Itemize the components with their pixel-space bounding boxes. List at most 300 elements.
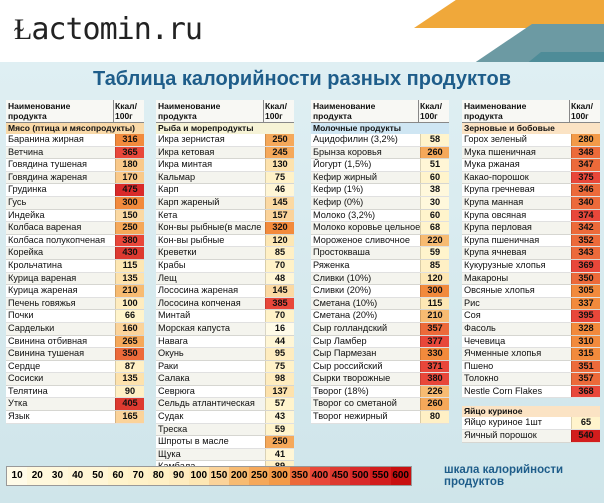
product-name: Сыр голландский <box>313 322 388 333</box>
product-name: Щука <box>158 448 181 459</box>
product-kcal: 342 <box>571 222 600 234</box>
product-kcal: 95 <box>265 348 294 360</box>
product-name: Какао-порошок <box>464 171 529 182</box>
product-kcal: 59 <box>265 424 294 436</box>
table-row <box>6 373 144 386</box>
product-name: Молоко (3,2%) <box>313 209 376 220</box>
product-kcal: 374 <box>571 210 600 222</box>
product-name: Говядина жареная <box>8 171 88 182</box>
category-heading: Молочные продукты <box>311 123 449 134</box>
product-kcal: 48 <box>265 273 294 285</box>
product-name: Крупа гречневая <box>464 184 535 195</box>
scale-cell: 20 <box>27 467 47 485</box>
product-name: Крабы <box>158 259 186 270</box>
table-row <box>156 285 294 298</box>
product-name: Окунь <box>158 348 184 359</box>
product-kcal: 58 <box>420 134 449 146</box>
product-kcal: 357 <box>420 323 449 335</box>
table-row <box>311 373 449 386</box>
product-kcal: 165 <box>115 411 144 423</box>
product-kcal: 145 <box>265 197 294 209</box>
product-name: Рис <box>464 297 480 308</box>
product-name: Крупа ячневая <box>464 247 527 258</box>
product-name: Сардельки <box>8 322 55 333</box>
product-name: Сыр российский <box>313 360 383 371</box>
table-row <box>156 222 294 235</box>
product-name: Карп <box>158 184 179 195</box>
calorie-column-1 <box>6 100 144 424</box>
scale-cell: 600 <box>391 467 411 485</box>
product-kcal: 170 <box>115 172 144 184</box>
product-name: Гусь <box>8 196 27 207</box>
table-row <box>156 424 294 437</box>
product-name: Треска <box>158 423 188 434</box>
product-name: Крупа пшеничная <box>464 234 540 245</box>
product-kcal: 305 <box>571 285 600 297</box>
table-row <box>6 210 144 223</box>
product-kcal: 43 <box>265 411 294 423</box>
table-row <box>311 361 449 374</box>
product-name: Икра зернистая <box>158 134 225 144</box>
product-name: Горох зеленый <box>464 134 527 144</box>
table-row <box>462 298 600 311</box>
table-row <box>311 147 449 160</box>
column-header-name: Наименование продукта <box>313 101 376 121</box>
product-kcal: 87 <box>115 361 144 373</box>
product-name: Лещ <box>158 272 177 283</box>
product-kcal: 68 <box>420 222 449 234</box>
table-row <box>6 348 144 361</box>
product-name: Минтай <box>158 310 191 321</box>
product-kcal: 51 <box>420 159 449 171</box>
scale-cell: 250 <box>249 467 269 485</box>
table-row <box>311 210 449 223</box>
product-kcal: 30 <box>420 197 449 209</box>
calorie-poster <box>0 62 604 503</box>
product-kcal: 337 <box>571 298 600 310</box>
calorie-column-4 <box>462 100 600 443</box>
table-row <box>311 273 449 286</box>
table-row <box>462 373 600 386</box>
product-name: Крупа овсяная <box>464 209 527 220</box>
product-name: Соя <box>464 310 481 321</box>
product-kcal: 120 <box>265 235 294 247</box>
product-name: Навага <box>158 335 188 346</box>
table-row <box>156 210 294 223</box>
product-name: Креветки <box>158 247 197 258</box>
table-row <box>6 310 144 323</box>
product-name: Мука ржаная <box>464 159 520 170</box>
product-name: Телятина <box>8 385 48 396</box>
table-row <box>6 260 144 273</box>
product-name: Сливки (20%) <box>313 285 372 296</box>
product-name: Сердце <box>8 360 41 371</box>
poster-title: Таблица калорийности разных продуктов <box>92 68 512 90</box>
product-kcal: 343 <box>571 247 600 259</box>
table-row <box>156 247 294 260</box>
product-kcal: 300 <box>420 285 449 297</box>
product-kcal: 120 <box>420 273 449 285</box>
calorie-scale-label: шкала калорийности продуктов <box>444 464 564 488</box>
product-kcal: 70 <box>265 260 294 272</box>
table-row <box>311 134 449 147</box>
product-kcal: 475 <box>115 184 144 196</box>
table-row <box>156 310 294 323</box>
column-header <box>311 100 449 123</box>
product-kcal: 385 <box>265 298 294 310</box>
product-name: Печень говяжья <box>8 297 76 308</box>
product-kcal: 369 <box>571 260 600 272</box>
product-kcal: 38 <box>420 184 449 196</box>
product-kcal: 85 <box>265 247 294 259</box>
table-row <box>156 159 294 172</box>
product-kcal: 250 <box>265 134 294 146</box>
product-kcal: 245 <box>265 147 294 159</box>
table-row <box>462 417 600 430</box>
product-kcal: 180 <box>115 159 144 171</box>
calorie-column-2 <box>156 100 294 474</box>
product-kcal: 75 <box>265 361 294 373</box>
product-name: Сметана (20%) <box>313 310 378 321</box>
product-name: Пшено <box>464 360 494 371</box>
column-header-name: Наименование продукта <box>464 101 527 121</box>
product-kcal: 16 <box>265 323 294 335</box>
table-row <box>6 172 144 185</box>
product-kcal: 65 <box>571 417 600 429</box>
product-kcal: 350 <box>115 348 144 360</box>
product-kcal: 46 <box>265 184 294 196</box>
product-kcal: 220 <box>420 235 449 247</box>
product-kcal: 365 <box>115 147 144 159</box>
product-kcal: 300 <box>115 197 144 209</box>
table-row <box>311 235 449 248</box>
product-kcal: 316 <box>115 134 144 146</box>
product-kcal: 115 <box>115 260 144 272</box>
product-name: Брынза коровья <box>313 146 382 157</box>
table-row <box>311 323 449 336</box>
table-row <box>311 247 449 260</box>
table-row <box>156 260 294 273</box>
table-row <box>156 184 294 197</box>
product-name: Колбаса полукопченая <box>8 234 106 245</box>
product-name: Nestle Corn Flakes <box>464 385 543 396</box>
product-kcal: 100 <box>115 298 144 310</box>
scale-cell: 90 <box>169 467 189 485</box>
product-name: Курица жареная <box>8 285 78 296</box>
product-name: Утка <box>8 398 28 409</box>
product-kcal: 57 <box>265 398 294 410</box>
scale-cell: 80 <box>148 467 168 485</box>
table-row <box>6 184 144 197</box>
table-row <box>6 247 144 260</box>
table-row <box>311 348 449 361</box>
scale-cell: 300 <box>269 467 289 485</box>
product-name: Ячменные хлопья <box>464 348 542 359</box>
table-row <box>6 235 144 248</box>
product-kcal: 351 <box>571 361 600 373</box>
table-row <box>462 197 600 210</box>
product-kcal: 371 <box>420 361 449 373</box>
product-name: Сельдь атлантическая <box>158 398 255 409</box>
table-row <box>6 323 144 336</box>
table-row <box>311 411 449 424</box>
table-row <box>156 273 294 286</box>
product-kcal: 60 <box>420 172 449 184</box>
table-row <box>462 172 600 185</box>
table-row <box>156 147 294 160</box>
product-kcal: 41 <box>265 449 294 461</box>
table-row <box>6 222 144 235</box>
scale-cell: 10 <box>7 467 27 485</box>
table-row <box>462 430 600 443</box>
column-header <box>156 100 294 123</box>
calorie-column-3 <box>311 100 449 424</box>
product-name: Овсяные хлопья <box>464 285 535 296</box>
product-kcal: 226 <box>420 386 449 398</box>
table-row <box>462 260 600 273</box>
product-name: Толокно <box>464 373 499 384</box>
product-name: Крупа манная <box>464 196 524 207</box>
product-name: Кефир (1%) <box>313 184 364 195</box>
product-name: Ветчина <box>8 146 44 157</box>
table-row <box>462 361 600 374</box>
product-name: Икра минтая <box>158 159 213 170</box>
table-row <box>156 449 294 462</box>
table-row <box>311 172 449 185</box>
product-kcal: 310 <box>571 336 600 348</box>
table-row <box>311 222 449 235</box>
product-name: Макароны <box>464 272 509 283</box>
product-name: Крольчатина <box>8 259 63 270</box>
table-row <box>311 298 449 311</box>
product-kcal: 328 <box>571 323 600 335</box>
product-name: Свинина тушеная <box>8 348 85 359</box>
table-row <box>6 285 144 298</box>
site-logo[interactable]: Ɫactomin.ru <box>14 12 202 47</box>
table-row <box>156 323 294 336</box>
table-row <box>156 373 294 386</box>
product-kcal: 347 <box>571 159 600 171</box>
product-name: Курица вареная <box>8 272 77 283</box>
table-row <box>462 235 600 248</box>
table-row <box>156 336 294 349</box>
product-kcal: 44 <box>265 336 294 348</box>
table-row <box>6 197 144 210</box>
table-row <box>462 336 600 349</box>
product-name: Фасоль <box>464 322 496 333</box>
product-name: Баранина жирная <box>8 134 84 144</box>
product-kcal: 90 <box>115 386 144 398</box>
product-name: Севрюга <box>158 385 195 396</box>
product-name: Творог (18%) <box>313 385 369 396</box>
scale-cell: 350 <box>290 467 310 485</box>
product-kcal: 330 <box>420 348 449 360</box>
product-name: Простокваша <box>313 247 371 258</box>
table-row <box>311 260 449 273</box>
product-kcal: 380 <box>420 373 449 385</box>
column-header-name: Наименование продукта <box>158 101 221 121</box>
table-row <box>462 184 600 197</box>
product-name: Сосиски <box>8 373 44 384</box>
product-kcal: 368 <box>571 386 600 398</box>
product-name: Сыр Ламбер <box>313 335 367 346</box>
product-kcal: 260 <box>420 398 449 410</box>
product-kcal: 70 <box>265 310 294 322</box>
product-kcal: 157 <box>265 210 294 222</box>
product-name: Ацидофилин (3,2%) <box>313 134 398 144</box>
table-row <box>6 147 144 160</box>
product-kcal: 265 <box>115 336 144 348</box>
table-row <box>462 222 600 235</box>
product-kcal: 315 <box>571 348 600 360</box>
table-row <box>6 361 144 374</box>
product-kcal: 210 <box>115 285 144 297</box>
table-row <box>6 411 144 424</box>
product-name: Морская капуста <box>158 322 231 333</box>
table-row <box>156 386 294 399</box>
table-row <box>462 147 600 160</box>
product-kcal: 260 <box>420 147 449 159</box>
product-kcal: 145 <box>265 285 294 297</box>
table-row <box>311 310 449 323</box>
product-name: Свинина отбивная <box>8 335 88 346</box>
product-name: Лососина копченая <box>158 297 241 308</box>
column-header-kcal: Ккал/ 100г <box>569 100 600 122</box>
product-name: Мороженое сливочное <box>313 234 410 245</box>
product-name: Кальмар <box>158 171 196 182</box>
product-kcal: 346 <box>571 184 600 196</box>
product-name: Кон-вы рыбные(в масле <box>158 222 262 233</box>
product-name: Кефир жирный <box>313 171 378 182</box>
product-name: Икра кетовая <box>158 146 215 157</box>
product-kcal: 250 <box>115 222 144 234</box>
scale-cell: 50 <box>88 467 108 485</box>
scale-cell: 70 <box>128 467 148 485</box>
table-row <box>156 361 294 374</box>
product-kcal: 60 <box>420 210 449 222</box>
scale-cell: 400 <box>310 467 330 485</box>
scale-cell: 30 <box>47 467 67 485</box>
product-kcal: 377 <box>420 336 449 348</box>
product-name: Творог со сметаной <box>313 398 397 409</box>
product-name: Яичный порошок <box>464 430 537 441</box>
table-row <box>6 298 144 311</box>
table-row <box>311 184 449 197</box>
product-name: Крупа перловая <box>464 222 532 233</box>
product-name: Колбаса вареная <box>8 222 82 233</box>
table-row <box>156 298 294 311</box>
product-name: Кон-вы рыбные <box>158 234 225 245</box>
product-kcal: 350 <box>571 273 600 285</box>
table-row <box>462 159 600 172</box>
table-row <box>311 197 449 210</box>
category-heading: Яйцо куриное <box>462 406 600 417</box>
category-heading: Зерновые и бобовые <box>462 123 600 134</box>
column-header <box>6 100 144 123</box>
product-kcal: 357 <box>571 373 600 385</box>
product-kcal: 250 <box>265 436 294 448</box>
product-name: Шпроты в масле <box>158 436 229 447</box>
product-name: Сыр Пармезан <box>313 348 377 359</box>
product-name: Раки <box>158 360 179 371</box>
table-row <box>156 134 294 147</box>
header-stripe-orange <box>414 0 604 28</box>
product-kcal: 115 <box>420 298 449 310</box>
product-name: Салака <box>158 373 190 384</box>
product-name: Кета <box>158 209 178 220</box>
category-heading: Мясо (птица и мясопродукты) <box>6 123 144 134</box>
product-name: Карп жареный <box>158 196 220 207</box>
product-name: Ряженка <box>313 259 350 270</box>
scale-cell: 550 <box>370 467 390 485</box>
scale-cell: 100 <box>189 467 209 485</box>
product-kcal: 160 <box>115 323 144 335</box>
table-row <box>156 172 294 185</box>
column-header-kcal: Ккал/ 100г <box>113 100 144 122</box>
table-row <box>462 386 600 399</box>
product-name: Говядина тушеная <box>8 159 87 170</box>
table-row <box>462 210 600 223</box>
table-row <box>462 273 600 286</box>
product-kcal: 85 <box>420 260 449 272</box>
table-row <box>6 398 144 411</box>
product-kcal: 135 <box>115 373 144 385</box>
product-name: Молоко коровье цельное <box>313 222 420 233</box>
product-kcal: 66 <box>115 310 144 322</box>
table-row <box>6 336 144 349</box>
product-kcal: 340 <box>571 197 600 209</box>
table-row <box>462 285 600 298</box>
product-kcal: 380 <box>115 235 144 247</box>
scale-cell: 60 <box>108 467 128 485</box>
table-row <box>311 336 449 349</box>
product-name: Лососина жареная <box>158 285 239 296</box>
product-name: Яйцо куриное 1шт <box>464 417 542 428</box>
table-row <box>311 398 449 411</box>
product-name: Корейка <box>8 247 44 258</box>
scale-cell: 150 <box>209 467 229 485</box>
table-row <box>6 273 144 286</box>
product-kcal: 150 <box>115 210 144 222</box>
product-name: Йогурт (1,5%) <box>313 159 372 170</box>
column-header-kcal: Ккал/ 100г <box>263 100 294 122</box>
product-kcal: 137 <box>265 386 294 398</box>
product-kcal: 540 <box>571 430 600 442</box>
scale-cell: 500 <box>350 467 370 485</box>
product-kcal: 135 <box>115 273 144 285</box>
table-row <box>462 247 600 260</box>
product-kcal: 320 <box>265 222 294 234</box>
product-name: Творог нежирный <box>313 411 388 422</box>
column-header-name: Наименование продукта <box>8 101 71 121</box>
table-row <box>462 348 600 361</box>
product-kcal: 75 <box>265 172 294 184</box>
table-row <box>156 348 294 361</box>
product-kcal: 395 <box>571 310 600 322</box>
product-name: Кукурузные хлопья <box>464 259 546 270</box>
product-kcal: 430 <box>115 247 144 259</box>
product-name: Сырки творожные <box>313 373 391 384</box>
calorie-scale <box>6 466 412 486</box>
product-kcal: 280 <box>571 134 600 146</box>
column-header <box>462 100 600 123</box>
table-row <box>156 411 294 424</box>
product-name: Судак <box>158 411 184 422</box>
product-name: Индейка <box>8 209 45 220</box>
product-name: Сливки (10%) <box>313 272 372 283</box>
product-kcal: 352 <box>571 235 600 247</box>
product-kcal: 98 <box>265 373 294 385</box>
